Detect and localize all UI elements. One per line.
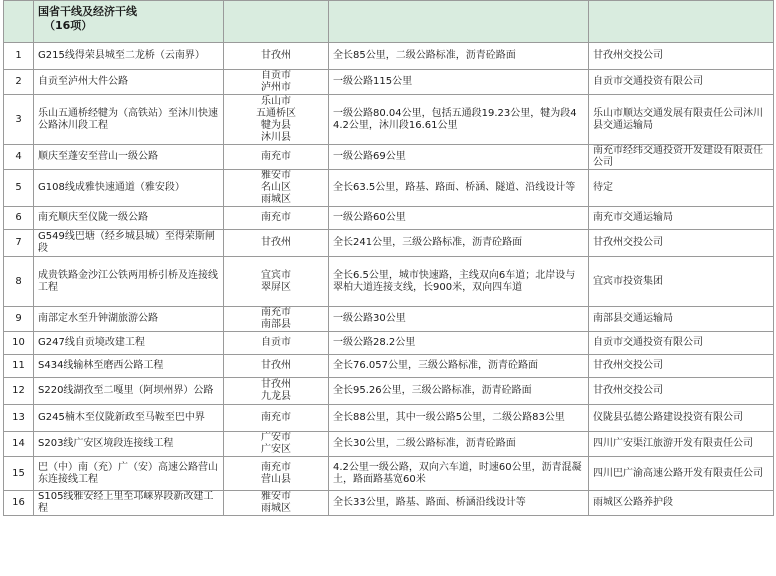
owner-cell: 南充市交通运输局 xyxy=(589,207,774,230)
location-line: 名山区 xyxy=(261,182,291,193)
owner-cell: 宜宾市投资集团 xyxy=(589,257,774,307)
project-name-cell: G108线成雅快速通道（雅安段） xyxy=(34,170,224,207)
location-line: 雅安市 xyxy=(261,170,291,181)
row-number-cell: 6 xyxy=(4,207,34,230)
location-cell xyxy=(224,43,329,70)
location-cell xyxy=(224,405,329,432)
construction-scale-cell: 全长30公里，二级公路标准，沥青砼路面 xyxy=(329,432,589,457)
table-row xyxy=(4,95,774,145)
location-line: 翠屏区 xyxy=(261,281,291,293)
project-table xyxy=(3,0,774,516)
project-name-cell: S220线湖孜至二嘎里（阿坝州界）公路 xyxy=(34,378,224,405)
construction-scale-cell: 全长63.5公里，路基、路面、桥涵、隧道、沿线设计等 xyxy=(329,170,589,207)
table-row xyxy=(4,230,774,257)
location-line: 南充市 xyxy=(261,151,291,162)
location-cell xyxy=(224,257,329,307)
construction-scale-cell: 全长95.26公里，三级公路标准，沥青砼路面 xyxy=(329,378,589,405)
row-number-cell: 10 xyxy=(4,332,34,355)
header-owner-cell xyxy=(589,1,774,43)
project-table-sheet xyxy=(3,0,773,516)
location-line: 南部县 xyxy=(261,319,291,330)
location-line: 宜宾市 xyxy=(261,269,291,281)
owner-cell: 甘孜州交投公司 xyxy=(589,378,774,405)
row-number-cell: 4 xyxy=(4,145,34,170)
owner-cell: 雨城区公路养护段 xyxy=(589,491,774,516)
project-name-cell: 自贡至泸州大件公路 xyxy=(34,70,224,95)
construction-scale-cell: 全长33公里，路基、路面、桥涵沿线设计等 xyxy=(329,491,589,516)
project-name-cell: 南充顺庆至仪陇一级公路 xyxy=(34,207,224,230)
location-line: 五通桥区 xyxy=(256,107,296,119)
location-line: 泸州市 xyxy=(261,82,291,93)
location-line: 自贡市 xyxy=(261,70,291,81)
header-area-cell xyxy=(224,1,329,43)
construction-scale-cell: 一级公路69公里 xyxy=(329,145,589,170)
owner-cell: 南部县交通运输局 xyxy=(589,307,774,332)
table-row xyxy=(4,405,774,432)
location-line: 甘孜州 xyxy=(261,50,291,61)
construction-scale-cell: 4.2公里一级公路，双向六车道，时速60公里，沥青混凝土，路面路基宽60米 xyxy=(329,457,589,491)
owner-cell: 甘孜州交投公司 xyxy=(589,230,774,257)
construction-scale-cell: 一级公路28.2公里 xyxy=(329,332,589,355)
row-number-cell: 13 xyxy=(4,405,34,432)
construction-scale-cell: 全长6.5公里，城市快速路，主线双向6车道；北岸设与翠柏大道连接支线，长900米，双向四车道 xyxy=(329,257,589,307)
owner-cell: 乐山市顺达交通发展有限责任公司沐川县交通运输局 xyxy=(589,95,774,145)
location-line: 雨城区 xyxy=(261,503,291,514)
location-cell xyxy=(224,332,329,355)
project-name-cell: 乐山五通桥经犍为（高铁站）至沐川快速公路沐川段工程 xyxy=(34,95,224,145)
location-line: 广安区 xyxy=(261,444,291,455)
location-line: 甘孜州 xyxy=(261,379,291,390)
project-name-cell: G245楠木至仪陇新政至马鞍至巴中界 xyxy=(34,405,224,432)
location-cell xyxy=(224,70,329,95)
construction-scale-cell: 一级公路80.04公里，包括五通段19.23公里，犍为段44.2公里，沐川段16.61公里 xyxy=(329,95,589,145)
project-name-cell: G215线得荣县城至二龙桥（云南界） xyxy=(34,43,224,70)
project-name-cell: 南部定水至升钟湖旅游公路 xyxy=(34,307,224,332)
row-number-cell: 9 xyxy=(4,307,34,332)
location-line: 自贡市 xyxy=(261,337,291,348)
location-cell xyxy=(224,95,329,145)
section-count: （16项） xyxy=(44,19,93,32)
location-line: 南充市 xyxy=(261,412,291,423)
header-no-cell xyxy=(4,1,34,43)
row-number-cell: 16 xyxy=(4,491,34,516)
project-name-cell: 巴（中）南（充）广（安）高速公路营山东连接线工程 xyxy=(34,457,224,491)
location-line: 雅安市 xyxy=(261,491,291,502)
location-cell xyxy=(224,307,329,332)
construction-scale-cell: 全长85公里，二级公路标准，沥青砼路面 xyxy=(329,43,589,70)
table-row xyxy=(4,332,774,355)
table-row xyxy=(4,432,774,457)
location-cell xyxy=(224,230,329,257)
location-line: 南充市 xyxy=(261,212,291,223)
location-line: 营山县 xyxy=(261,473,291,485)
section-title: 国省干线及经济干线 xyxy=(38,5,137,18)
location-cell xyxy=(224,170,329,207)
row-number-cell: 8 xyxy=(4,257,34,307)
table-row xyxy=(4,70,774,95)
row-number-cell: 2 xyxy=(4,70,34,95)
construction-scale-cell: 一级公路60公里 xyxy=(329,207,589,230)
location-cell xyxy=(224,207,329,230)
row-number-cell: 3 xyxy=(4,95,34,145)
row-number-cell: 15 xyxy=(4,457,34,491)
location-line: 沐川县 xyxy=(261,131,291,143)
project-name-cell: S105线雅安经上里至邛崃界段新改建工程 xyxy=(34,491,224,516)
table-row xyxy=(4,378,774,405)
location-line: 雨城区 xyxy=(261,194,291,205)
location-cell xyxy=(224,457,329,491)
row-number-cell: 1 xyxy=(4,43,34,70)
table-row xyxy=(4,170,774,207)
owner-cell: 南充市经纬交通投资开发建设有限责任公司 xyxy=(589,145,774,170)
owner-cell: 甘孜州交投公司 xyxy=(589,355,774,378)
location-line: 九龙县 xyxy=(261,391,291,402)
owner-cell: 仪陇县弘德公路建设投资有限公司 xyxy=(589,405,774,432)
owner-cell: 四川广安渠江旅游开发有限责任公司 xyxy=(589,432,774,457)
owner-cell: 自贡市交通投资有限公司 xyxy=(589,332,774,355)
location-cell xyxy=(224,432,329,457)
section-header-row xyxy=(4,1,774,43)
location-cell xyxy=(224,378,329,405)
project-table-body xyxy=(4,1,774,516)
project-name-cell: G247线自贡境改建工程 xyxy=(34,332,224,355)
table-row xyxy=(4,43,774,70)
row-number-cell: 7 xyxy=(4,230,34,257)
owner-cell: 四川巴广渝高速公路开发有限责任公司 xyxy=(589,457,774,491)
location-cell xyxy=(224,491,329,516)
construction-scale-cell: 全长88公里，其中一级公路5公里，二级公路83公里 xyxy=(329,405,589,432)
construction-scale-cell: 一级公路30公里 xyxy=(329,307,589,332)
table-row xyxy=(4,257,774,307)
section-title-cell xyxy=(34,1,224,43)
row-number-cell: 11 xyxy=(4,355,34,378)
owner-cell: 自贡市交通投资有限公司 xyxy=(589,70,774,95)
construction-scale-cell: 全长241公里，三级公路标准，沥青砼路面 xyxy=(329,230,589,257)
project-name-cell: 顺庆至蓬安至营山一级公路 xyxy=(34,145,224,170)
row-number-cell: 12 xyxy=(4,378,34,405)
table-row xyxy=(4,355,774,378)
row-number-cell: 14 xyxy=(4,432,34,457)
location-cell xyxy=(224,145,329,170)
table-row xyxy=(4,491,774,516)
location-line: 乐山市 xyxy=(261,95,291,107)
table-row xyxy=(4,307,774,332)
project-name-cell: 成贵铁路金沙江公铁两用桥引桥及连接线工程 xyxy=(34,257,224,307)
project-name-cell: G549线巴塘（经乡城县城）至得荣斯闸段 xyxy=(34,230,224,257)
owner-cell: 待定 xyxy=(589,170,774,207)
location-cell xyxy=(224,355,329,378)
location-line: 甘孜州 xyxy=(261,237,291,248)
table-row xyxy=(4,457,774,491)
header-scale-cell xyxy=(329,1,589,43)
location-line: 南充市 xyxy=(261,461,291,473)
owner-cell: 甘孜州交投公司 xyxy=(589,43,774,70)
project-name-cell: S203线广安区境段连接线工程 xyxy=(34,432,224,457)
location-line: 南充市 xyxy=(261,307,291,318)
construction-scale-cell: 全长76.057公里，三级公路标准，沥青砼路面 xyxy=(329,355,589,378)
project-name-cell: S434线输林至磨西公路工程 xyxy=(34,355,224,378)
table-row xyxy=(4,145,774,170)
construction-scale-cell: 一级公路115公里 xyxy=(329,70,589,95)
table-row xyxy=(4,207,774,230)
location-line: 犍为县 xyxy=(261,119,291,131)
location-line: 广安市 xyxy=(261,432,291,443)
row-number-cell: 5 xyxy=(4,170,34,207)
location-line: 甘孜州 xyxy=(261,360,291,371)
